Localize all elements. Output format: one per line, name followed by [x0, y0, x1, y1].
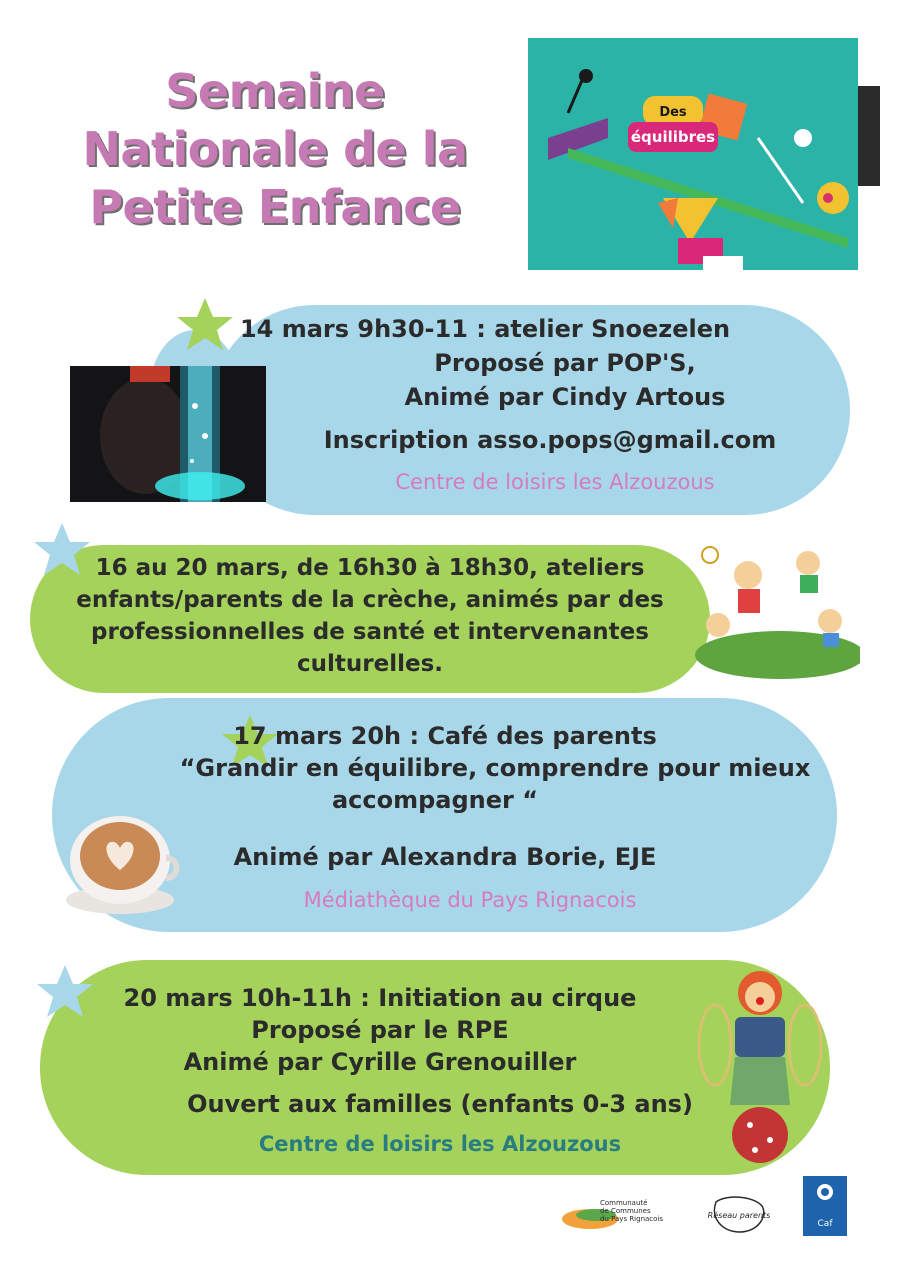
event-1-registration: Inscription asso.pops@gmail.com [323, 426, 777, 454]
event-1-title: 14 mars 9h30-11 : atelier Snoezelen [239, 315, 731, 343]
event-3-title: 17 mars 20h : Café des parents [233, 722, 657, 750]
event-2-line-3: professionnelles de santé et intervenantes [91, 619, 649, 645]
reseau-parents-logo [706, 1192, 772, 1238]
event-1-header [180, 312, 790, 414]
communaute-communes-logo [560, 1195, 680, 1235]
poster-word-1: Des [659, 105, 687, 120]
title-line-2: Nationale de la [82, 122, 468, 176]
title-line-3: Petite Enfance [89, 180, 461, 234]
title-line-1: Semaine [165, 64, 385, 118]
logo1-line-1: Communauté [600, 1199, 648, 1207]
event-poster-image [528, 38, 858, 270]
event-3-quote-line-2: accompagner “ [331, 786, 539, 814]
poster-edge [858, 86, 880, 186]
event-2-text [40, 552, 700, 680]
logo2-text: Réseau parents [707, 1211, 771, 1220]
event-2-line-1: 16 au 20 mars, de 16h30 à 18h30, ateliers [95, 555, 645, 581]
event-4-title: 20 mars 10h-11h : Initiation au cirque [123, 984, 637, 1012]
logo3-text: Caf [817, 1219, 833, 1229]
children-playing-illustration [690, 545, 860, 680]
event-2-line-4: culturelles. [297, 651, 443, 677]
logo1-line-2: de Communes [600, 1207, 651, 1215]
event-2-line-2: enfants/parents de la crèche, animés par des [76, 587, 664, 613]
event-4-proposer: Proposé par le RPE [251, 1016, 509, 1044]
logo1-line-3: du Pays Rignacois [600, 1215, 664, 1223]
event-3-place: Médiathèque du Pays Rignacois [303, 888, 637, 912]
page-title [40, 62, 510, 236]
caf-logo [803, 1176, 847, 1236]
event-1-place: Centre de loisirs les Alzouzous [395, 470, 715, 494]
event-4-animator: Animé par Cyrille Grenouiller [183, 1048, 577, 1076]
event-3-animator: Animé par Alexandra Borie, EJE [233, 843, 657, 871]
poster-word-2: équilibres [630, 128, 716, 146]
event-1-animator: Animé par Cindy Artous [404, 383, 726, 411]
coffee-cup-illustration [62, 808, 180, 916]
event-4-header [60, 982, 700, 1078]
clown-illustration [695, 965, 825, 1165]
poster-illustration [528, 38, 858, 270]
event-3-header [140, 720, 850, 816]
event-3-quote-line-1: “Grandir en équilibre, comprendre pour mieux [179, 754, 811, 782]
event-4-audience: Ouvert aux familles (enfants 0-3 ans) [187, 1090, 693, 1118]
event-4-place: Centre de loisirs les Alzouzous [258, 1132, 622, 1156]
event-1-proposer: Proposé par POP'S, [434, 349, 696, 377]
